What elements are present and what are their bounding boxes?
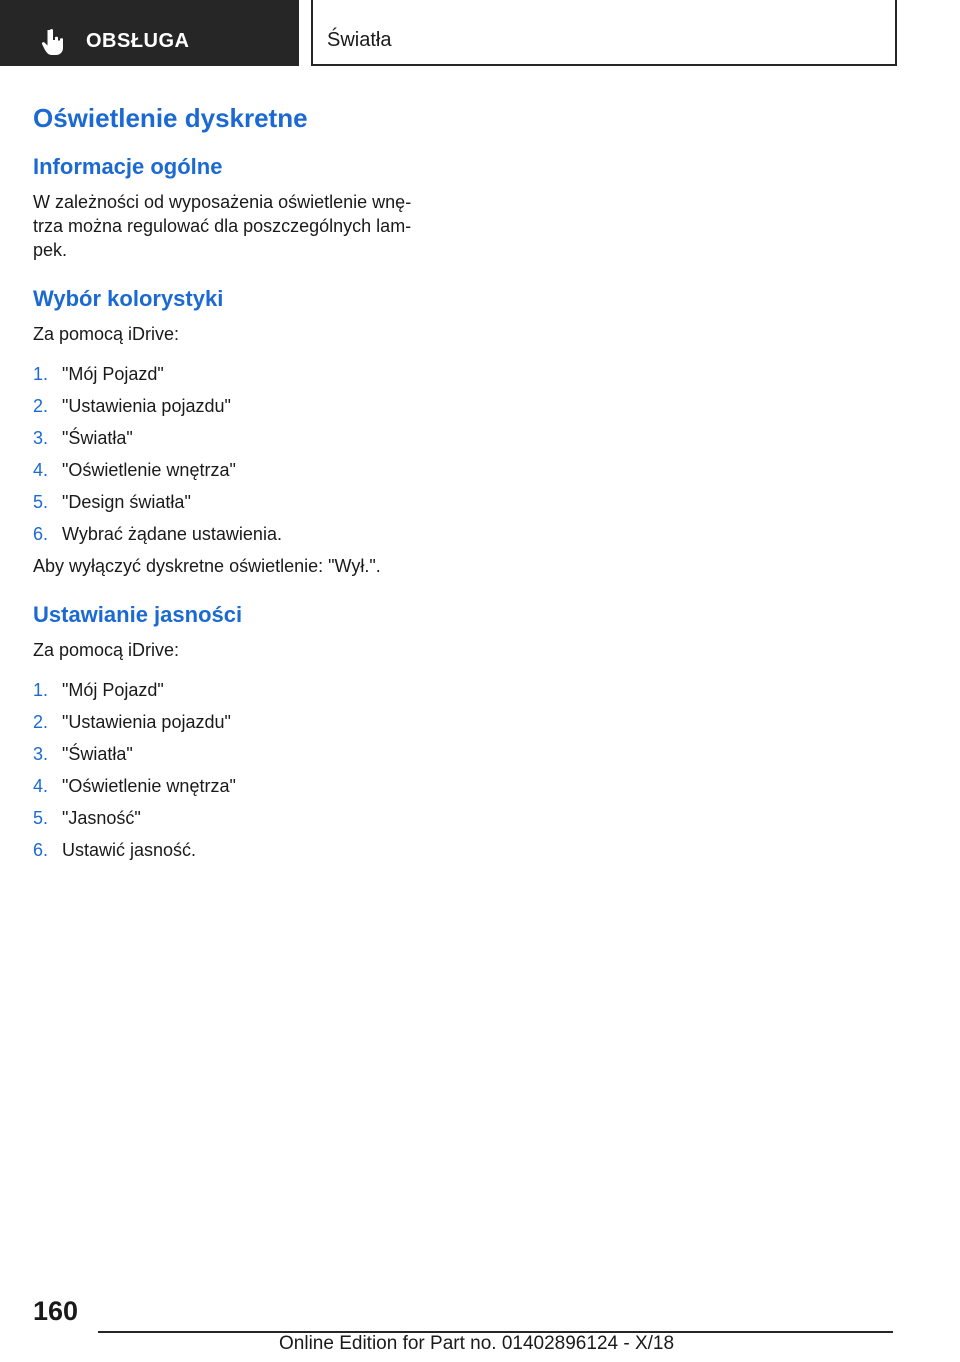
step-number: 2. (33, 396, 49, 416)
step-text: Ustawić jasność. (62, 840, 197, 860)
color-steps (33, 358, 433, 550)
brightness-intro: Za pomocą iDrive: (33, 640, 180, 660)
step-number: 4. (33, 460, 49, 480)
list-item (33, 422, 433, 454)
list-item (33, 358, 433, 390)
step-number: 2. (33, 712, 49, 732)
heading-brightness: Ustawianie jasności (33, 602, 243, 627)
step-number: 5. (33, 808, 49, 828)
step-text: "Mój Pojazd" (62, 364, 164, 384)
color-note: Aby wyłączyć dyskretne oświetlenie: "Wył.". (33, 556, 381, 576)
step-text: Wybrać żądane ustawienia. (62, 524, 282, 544)
step-text: "Mój Pojazd" (62, 680, 164, 700)
step-text: "Ustawienia pojazdu" (62, 396, 231, 416)
list-item (33, 834, 433, 866)
general-paragraph (33, 190, 433, 262)
general-line: trza można regulować dla poszczególnych lam- (33, 216, 412, 236)
step-number: 6. (33, 524, 49, 544)
page-number: 160 (33, 1296, 79, 1326)
step-text: "Design światła" (62, 492, 191, 512)
section-title: Światła (327, 29, 392, 51)
chapter-label: OBSŁUGA (86, 30, 190, 52)
heading-general: Informacje ogólne (33, 154, 223, 179)
list-item (33, 738, 433, 770)
footer-edition-text: Online Edition for Part no. 01402896124 - X/18 (279, 1333, 675, 1354)
general-line: pek. (33, 240, 68, 260)
list-item (33, 390, 433, 422)
page-content (33, 100, 433, 866)
step-text: "Jasność" (62, 808, 141, 828)
list-item (33, 770, 433, 802)
brightness-steps (33, 674, 433, 866)
step-number: 3. (33, 744, 49, 764)
heading-color: Wybór kolorystyki (33, 286, 224, 311)
header-chapter-tab (0, 0, 299, 66)
step-number: 4. (33, 776, 49, 796)
list-item (33, 674, 433, 706)
header-section-box (311, 0, 897, 66)
step-number: 3. (33, 428, 49, 448)
step-number: 1. (33, 680, 49, 700)
step-text: "Oświetlenie wnętrza" (62, 776, 236, 796)
list-item (33, 706, 433, 738)
color-intro: Za pomocą iDrive: (33, 324, 180, 344)
list-item (33, 486, 433, 518)
step-text: "Światła" (62, 428, 133, 448)
step-number: 6. (33, 840, 49, 860)
step-number: 5. (33, 492, 49, 512)
general-line: W zależności od wyposażenia oświetlenie wnę- (33, 192, 412, 212)
list-item (33, 454, 433, 486)
step-text: "Światła" (62, 744, 133, 764)
step-number: 1. (33, 364, 49, 384)
list-item (33, 518, 433, 550)
list-item (33, 802, 433, 834)
hand-pointer-icon (40, 28, 66, 56)
step-text: "Ustawienia pojazdu" (62, 712, 231, 732)
step-text: "Oświetlenie wnętrza" (62, 460, 236, 480)
page-title: Oświetlenie dyskretne (33, 103, 308, 133)
